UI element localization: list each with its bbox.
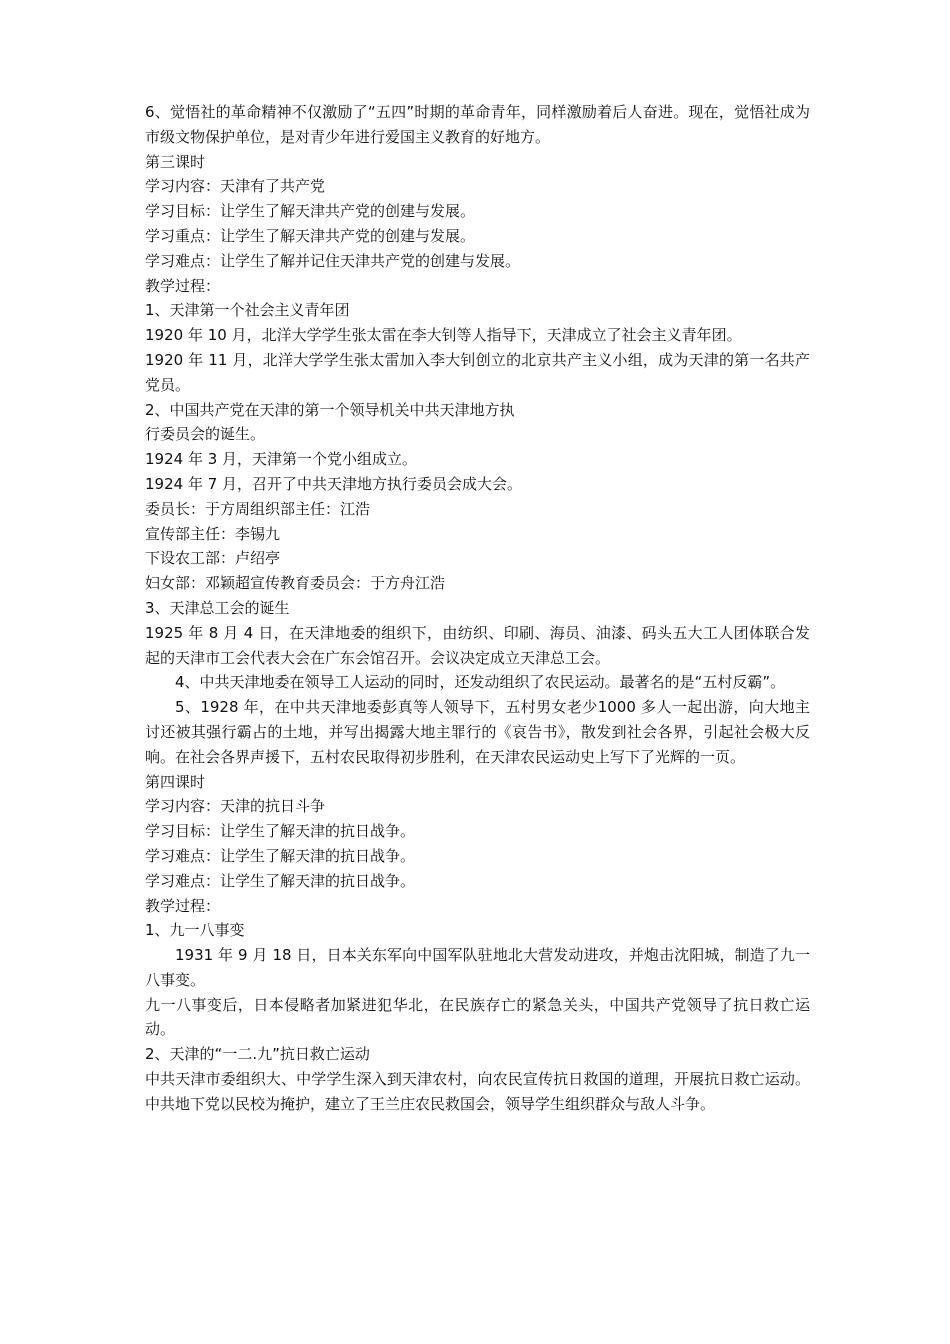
paragraph: 1924 年 7 月，召开了中共天津地方执行委员会成大会。	[145, 474, 523, 493]
paragraph: 1931 年 9 月 18 日，日本关东军向中国军队驻地北大营发动进攻，并炮击沈阳城，制造了九一八事变。	[145, 946, 810, 989]
paragraph: 1925 年 8 月 4 日，在天津地委的组织下，由纺织、印刷、海员、油漆、码头五大工人团体联合发起的天津市工会代表大会在广东会馆召开。会议决定成立天津总工会。	[145, 623, 810, 667]
paragraph: 4、中共天津地委在领导工人运动的同时，还发动组织了农民运动。最著名的是“五村反霸”。	[175, 673, 786, 692]
paragraph: 妇女部：邓颖超宣传教育委员会：于方舟江浩	[145, 574, 446, 593]
paragraph: 5、1928 年，在中共天津地委彭真等人领导下，五村男女老少1000 多人一起出游，向大地主讨还被其强行霸占的土地，并写出揭露大地主罪行的《哀告书》，散发到社会各界，引起社会极大反响。在社会各界声援下，五村农民取得初步胜利，在天津农民运动史上写下了光辉的一页。	[145, 698, 810, 766]
paragraph: 1、天津第一个社会主义青年团	[145, 301, 350, 320]
paragraph: 6、觉悟社的革命精神不仅激励了“五四”时期的革命青年，同样激励着后人奋进。现在，觉悟社成为市级文物保护单位，是对青少年进行爱国主义教育的好地方。	[145, 103, 810, 146]
paragraph: 学习内容：天津有了共产党	[145, 177, 326, 196]
paragraph: 委员长：于方周组织部主任：江浩	[145, 499, 371, 518]
paragraph: 2、中国共产党在天津的第一个领导机关中共天津地方执	[145, 400, 515, 419]
paragraph: 中共天津市委组织大、中学学生深入到天津农村，向农民宣传抗日救国的道理，开展抗日救亡运动。中共地下党以民校为掩护，建立了王兰庄农民救国会，领导学生组织群众与敌人斗争。	[145, 1070, 810, 1113]
paragraph: 学习难点：让学生了解并记住天津共产党的创建与发展。	[145, 251, 521, 270]
paragraph: 2、天津的“一二.九”抗日救亡运动	[145, 1045, 370, 1064]
paragraph: 宣传部主任：李锡九	[145, 524, 281, 543]
paragraph: 1924 年 3 月，天津第一个党小组成立。	[145, 450, 418, 469]
paragraph: 教学过程：	[145, 896, 221, 915]
paragraph: 1920 年 10 月，北洋大学学生张太雷在李大钊等人指导下，天津成立了社会主义青年团。	[145, 326, 742, 345]
paragraph: 1920 年 11 月，北洋大学学生张太雷加入李大钊创立的北京共产主义小组，成为天津的第一名共产党员。	[145, 350, 810, 394]
paragraph: 学习内容：天津的抗日斗争	[145, 797, 326, 816]
paragraph: 下设农工部：卢绍亭	[145, 549, 281, 568]
paragraph: 3、天津总工会的诞生	[145, 598, 290, 617]
paragraph: 1、九一八事变	[145, 921, 245, 940]
paragraph: 学习重点：让学生了解天津共产党的创建与发展。	[145, 226, 476, 245]
paragraph: 学习目标：让学生了解天津共产党的创建与发展。	[145, 202, 476, 221]
paragraph: 学习目标：让学生了解天津的抗日战争。	[145, 822, 416, 841]
paragraph: 学习难点：让学生了解天津的抗日战争。	[145, 846, 416, 865]
paragraph: 九一八事变后，日本侵略者加紧进犯华北，在民族存亡的紧急关头，中国共产党领导了抗日救亡运动。	[145, 995, 810, 1039]
paragraph: 学习难点：让学生了解天津的抗日战争。	[145, 871, 416, 890]
paragraph: 第四课时	[145, 772, 206, 791]
paragraph: 第三课时	[145, 152, 206, 171]
paragraph: 行委员会的诞生。	[145, 425, 266, 444]
document-body	[145, 100, 810, 1117]
paragraph: 教学过程：	[145, 276, 221, 295]
